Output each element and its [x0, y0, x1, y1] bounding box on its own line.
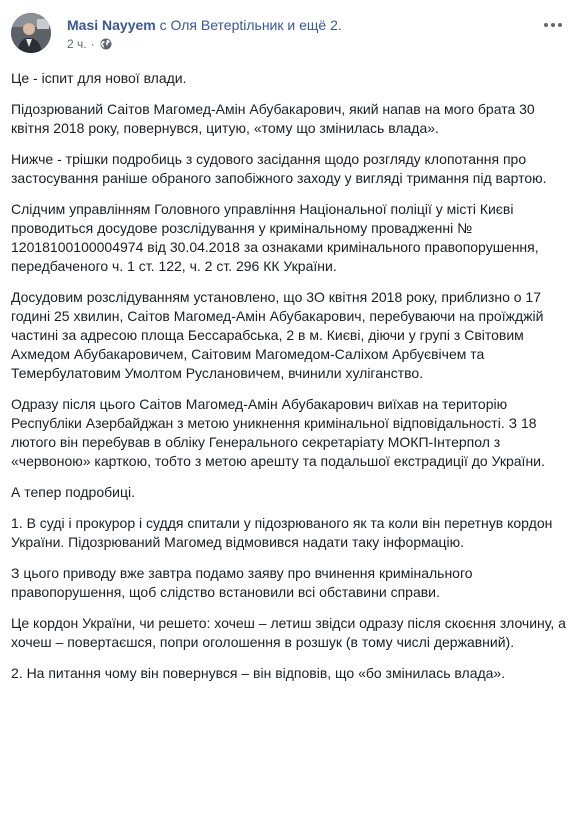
- tagged-people-link[interactable]: с Оля Ветерtільник и ещё 2.: [155, 17, 342, 33]
- post-paragraph: 2. На питання чому він повернувся – він відповів, що «бо змінилась влада».: [11, 665, 506, 681]
- author-name-link[interactable]: Masi Nayyem: [67, 17, 156, 33]
- post-paragraph: Слідчим управлінням Головного управління Національної поліції у місті Києві проводиться досудове розслідування у кримінальному провадженні № 12018100100004974 від 30.04.2018 за ознаками кримінального правопорушення, передбаченого ч. 1 ст. 122, ч. 2 ст. 296 КК України.: [11, 201, 539, 274]
- more-options-icon[interactable]: [541, 15, 565, 35]
- post-paragraph: З цього приводу вже завтра подамо заяву про вчинення кримінального правопорушення, щоб слідство встановили всі обставини справи.: [11, 565, 473, 600]
- post-paragraph: Це кордон України, чи решето: хочеш – летиш звідси одразу після скоєння злочину, а хочеш – повертаєшся, попри оголошення в розшук (в тому числі державний).: [11, 615, 566, 650]
- post-paragraph: Одразу після цього Саітов Магомед-Амін Абубакарович виїхав на територію Республіки Азербайджан з метою уникнення кримінальної відповідальності. З 18 лютого він перебував в обліку Генерального секретаріату МОКП-Інтерпол з «червоною» карткою, тобто з метою арешту та подальшої екстрадиції до України.: [11, 396, 545, 469]
- globe-icon[interactable]: [100, 38, 112, 50]
- post-paragraph: 1. В суді і прокурор і суддя спитали у підозрюваного як та коли він перетнув кордон України. Підозрюваний Магомед відмовився надати таку інформацію.: [11, 515, 553, 550]
- meta-separator: ·: [90, 37, 95, 51]
- post-paragraph: А тепер подробиці.: [11, 484, 135, 500]
- post-timestamp[interactable]: 2 ч.: [67, 37, 87, 51]
- post-paragraph: Це - іспит для нової влади.: [11, 70, 187, 86]
- post-paragraph: Підозрюваний Саітов Магомед-Амін Абубакарович, який напав на мого брата 30 квітня 2018 року, повернувся, цитую, «тому що змінилась влада».: [11, 101, 535, 136]
- post-paragraph: Досудовим розслідуванням установлено, що 3О квітня 2018 року, приблизно о 17 годині 25 хвилин, Саітов Магомед-Амін Абубакарович, перебуваючи на проїжджій частині за адресою площа Бессарабська, 2 в м. Києві, діючи у групі з Світовим Ахмедом Абубакаровичем, Саітовим Магомедом-Саліхом Арбуєвічем та Темербулатовим Умолтом Руслановичем, вчинили хуліганство.: [11, 289, 544, 381]
- post-meta: [67, 37, 112, 51]
- post-header: [11, 13, 571, 61]
- post-text: [11, 69, 571, 695]
- post-paragraph: Нижче - трішки подробиць з судового засідання щодо розгляду клопотання про застосування раніше обраного запобіжного заходу у вигляді тримання під вартою.: [11, 151, 547, 186]
- post-author-line: [67, 16, 342, 34]
- avatar[interactable]: [11, 13, 51, 53]
